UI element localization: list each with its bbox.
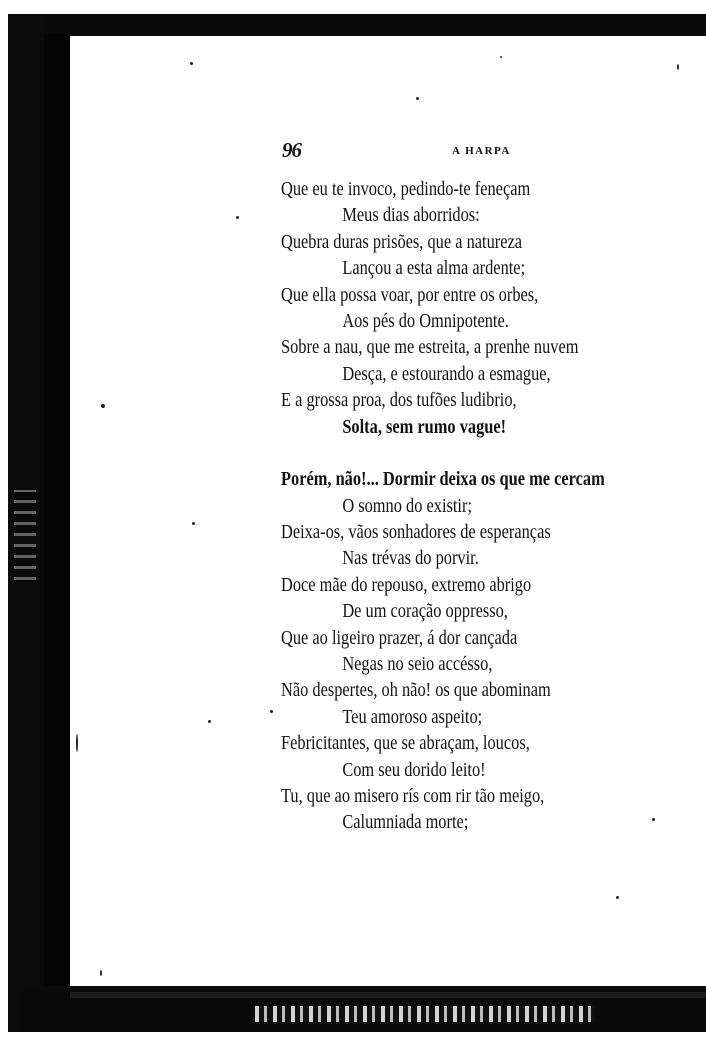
poem-line: De um coração oppresso,: [342, 601, 508, 623]
poem-line: Calumniada morte;: [342, 812, 469, 834]
scan-speck: [101, 404, 105, 408]
poem-line: Nas trévas do porvir.: [342, 548, 479, 570]
poem-line: Que ao ligeiro prazer, á dor cançada: [281, 627, 518, 649]
poem-line: Doce mãe do repouso, extremo abrigo: [281, 574, 532, 596]
running-title: A HARPA: [452, 145, 511, 157]
poem-line: Que eu te invoco, pedindo-te feneçam: [281, 179, 531, 200]
poem-line: Quebra duras prisões, que a natureza: [281, 231, 523, 253]
scan-speck: [100, 970, 102, 976]
scan-speck: [208, 720, 211, 723]
scan-border-bottom-highlight: [70, 992, 706, 998]
scan-edge-noise: [14, 490, 36, 580]
scan-speck: [616, 896, 619, 899]
poem-line: Porém, não!... Dormir deixa os que me cercam: [281, 469, 605, 491]
poem-line: Solta, sem rumo vague!: [342, 416, 507, 438]
scan-speck: [270, 710, 273, 713]
scan-border-left-inner: [44, 34, 70, 992]
poem-line: Lançou a esta alma ardente;: [342, 258, 526, 280]
poem-line: Não despertes, oh não! os que abominam: [281, 680, 551, 702]
scan-speck: [190, 62, 193, 65]
page-number: 96: [282, 138, 301, 162]
poem-line: Meus dias aborridos:: [342, 205, 480, 227]
poem-line: Desça, e estourando a esmague,: [342, 363, 551, 385]
poem-line: Negas no seio accésso,: [342, 654, 493, 676]
poem-line: Que ella possa voar, por entre os orbes,: [281, 284, 539, 306]
poem-line: E a grossa proa, dos tufões ludibrio,: [281, 390, 517, 412]
scan-margin-top: [0, 0, 706, 14]
scan-speck: [236, 216, 239, 219]
poem-line: Com seu dorido leito!: [342, 759, 486, 781]
scan-border-top: [12, 14, 706, 36]
poem-line: O somno do existir;: [342, 495, 472, 517]
scan-speck: [677, 64, 679, 70]
poem-line: Aos pés do Omnipotente.: [342, 310, 509, 332]
stanza-break: [281, 441, 701, 467]
poem-line: Sobre a nau, que me estreita, a prenhe nuvem: [281, 337, 579, 359]
poem-text: [281, 177, 701, 837]
poem-line: Febricitantes, que se abraçam, loucos,: [281, 733, 530, 755]
poem-line: Tu, que ao misero rís com rir tão meigo,: [281, 785, 545, 807]
scan-bottom-noise: [255, 1006, 595, 1022]
scan-speck: [76, 734, 78, 752]
poem-line: Teu amoroso aspeito;: [342, 706, 483, 728]
poem-line: Deixa-os, vãos sonhadores de esperanças: [281, 522, 551, 544]
page-header: [282, 138, 582, 162]
scan-speck: [192, 522, 195, 525]
scan-speck: [500, 56, 502, 58]
scan-speck: [416, 97, 419, 100]
